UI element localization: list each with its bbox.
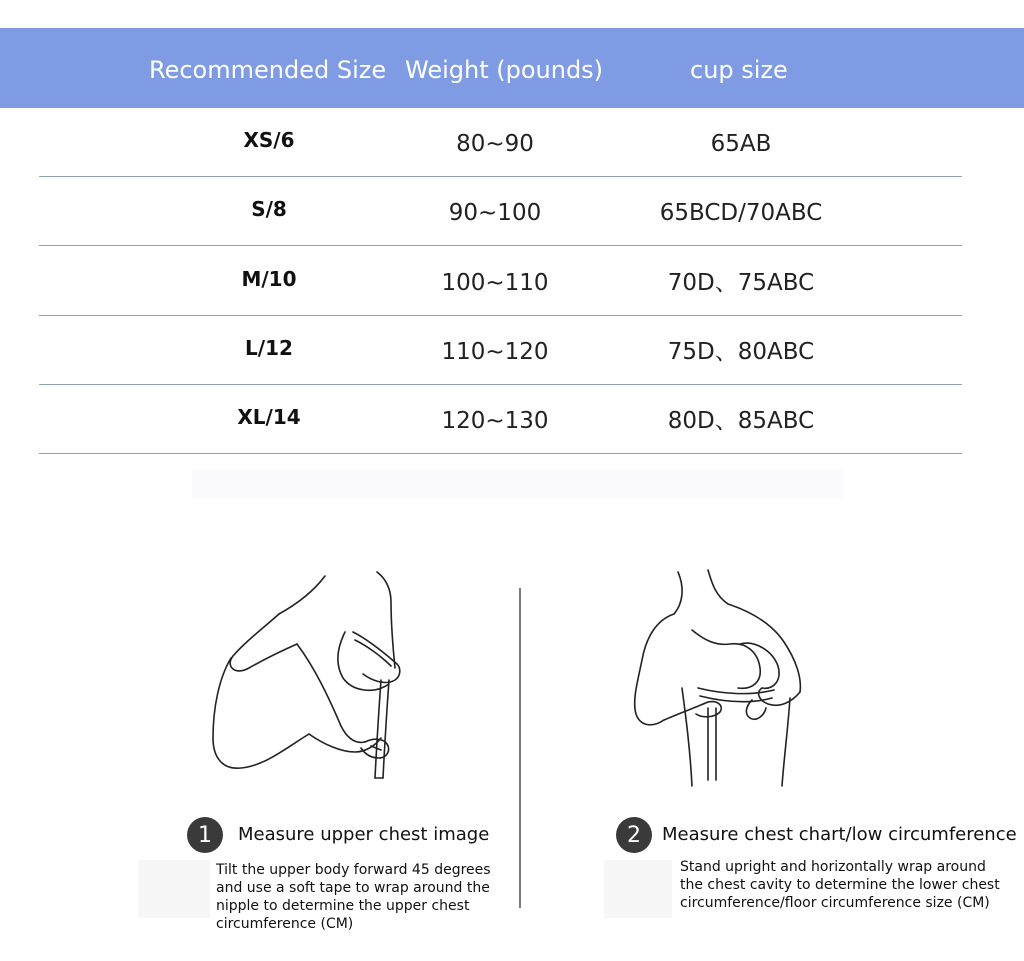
- upright-torso-measuring-tape-icon: [612, 568, 822, 788]
- size-cell: M/10: [241, 267, 297, 291]
- weight-cell: 100~110: [441, 270, 549, 296]
- table-row: [39, 315, 962, 385]
- size-cell: XL/14: [237, 405, 301, 429]
- cup-cell: 75D、80ABC: [667, 339, 815, 365]
- leaning-torso-measuring-tape-icon: [205, 568, 420, 793]
- table-row: [39, 107, 962, 177]
- table-row: [39, 246, 962, 316]
- weight-cell: 80~90: [456, 131, 534, 157]
- table-row: [39, 176, 962, 246]
- size-cell: XS/6: [243, 128, 295, 152]
- table-row: [39, 384, 962, 454]
- weight-cell: 90~100: [448, 200, 542, 226]
- step-2-badge: 2: [616, 817, 652, 853]
- size-cell: L/12: [245, 336, 293, 360]
- header-weight: Weight (pounds): [405, 56, 604, 84]
- step-1-badge: 1: [187, 817, 223, 853]
- header-recommended-size: Recommended Size: [149, 56, 387, 84]
- step-2-description: Stand upright and horizontally wrap around the chest cavity to determine the lower chest circumference/floor circumference size (CM): [680, 859, 1000, 911]
- size-table-header: [0, 28, 1024, 108]
- cup-cell: 65BCD/70ABC: [659, 200, 823, 226]
- header-cup-size: cup size: [690, 56, 788, 84]
- step-1-title: Measure upper chest image: [238, 824, 490, 845]
- faint-background-block: [604, 860, 672, 918]
- size-cell: S/8: [251, 197, 287, 221]
- center-divider: [519, 588, 521, 908]
- step-1-description: Tilt the upper body forward 45 degrees and use a soft tape to wrap around the nipple to determine the upper chest circumference (CM): [216, 862, 491, 932]
- faint-background-block: [138, 860, 210, 918]
- faint-background-bar: [192, 470, 844, 498]
- cup-cell: 80D、85ABC: [667, 408, 815, 434]
- step-2-title: Measure chest chart/low circumference: [662, 824, 1017, 845]
- weight-cell: 110~120: [441, 339, 549, 365]
- cup-cell: 70D、75ABC: [667, 270, 815, 296]
- weight-cell: 120~130: [441, 408, 549, 434]
- cup-cell: 65AB: [710, 131, 772, 157]
